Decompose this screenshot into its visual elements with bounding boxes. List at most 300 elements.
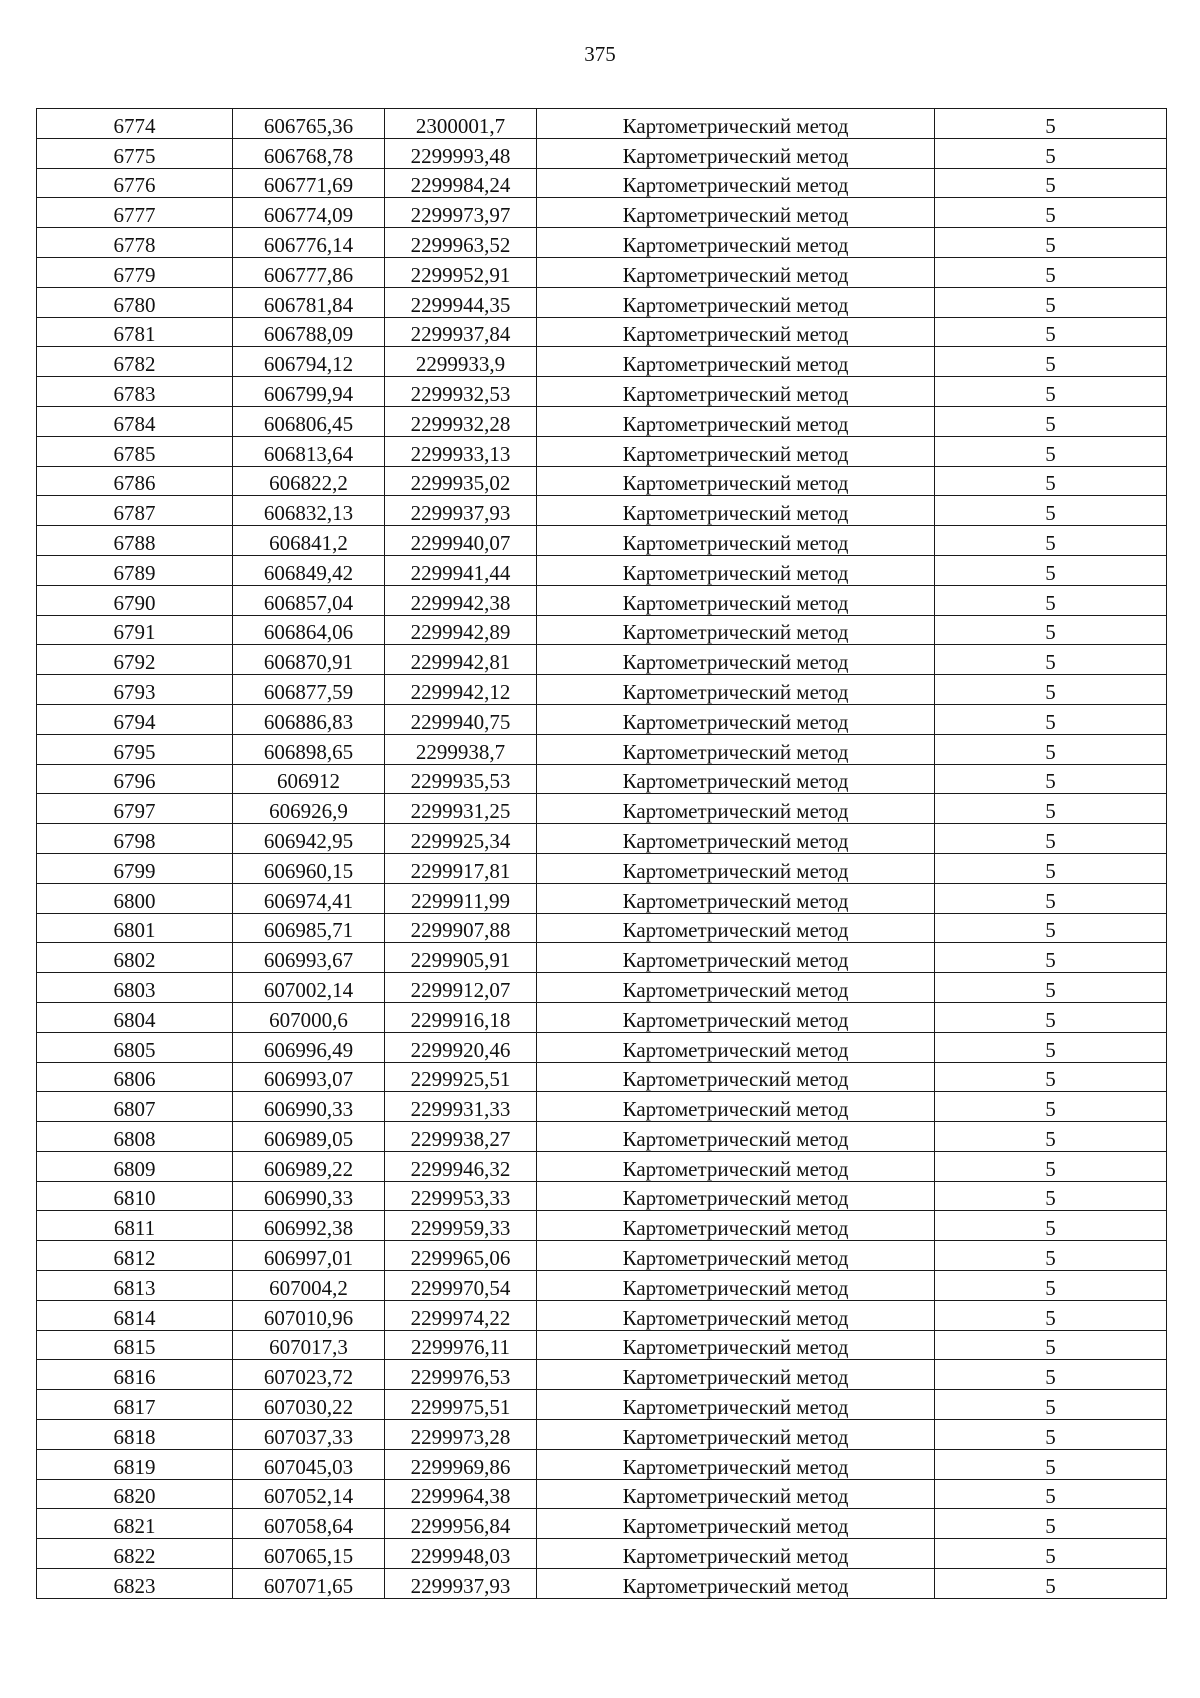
table-row: [37, 1449, 1167, 1479]
method-cell: Картометрический метод: [537, 1300, 935, 1330]
table-row: [37, 496, 1167, 526]
x-coordinate-cell: 607000,6: [233, 1002, 385, 1032]
method-cell: Картометрический метод: [537, 466, 935, 496]
x-coordinate-cell: 606926,9: [233, 794, 385, 824]
x-coordinate-cell: 607058,64: [233, 1509, 385, 1539]
accuracy-cell: 5: [935, 287, 1167, 317]
table-row: [37, 973, 1167, 1003]
y-coordinate-cell: 2299935,53: [385, 764, 537, 794]
x-coordinate-cell: 606788,09: [233, 317, 385, 347]
accuracy-cell: 5: [935, 645, 1167, 675]
point-number-cell: 6778: [37, 228, 233, 258]
y-coordinate-cell: 2299933,9: [385, 347, 537, 377]
y-coordinate-cell: 2299975,51: [385, 1390, 537, 1420]
table-row: [37, 109, 1167, 139]
method-cell: Картометрический метод: [537, 1271, 935, 1301]
table-row: [37, 1241, 1167, 1271]
point-number-cell: 6810: [37, 1181, 233, 1211]
x-coordinate-cell: 606822,2: [233, 466, 385, 496]
table-row: [37, 1271, 1167, 1301]
table-row: [37, 1330, 1167, 1360]
method-cell: Картометрический метод: [537, 109, 935, 139]
y-coordinate-cell: 2299931,25: [385, 794, 537, 824]
method-cell: Картометрический метод: [537, 973, 935, 1003]
table-row: [37, 645, 1167, 675]
method-cell: Картометрический метод: [537, 764, 935, 794]
y-coordinate-cell: 2299938,27: [385, 1122, 537, 1152]
x-coordinate-cell: 606992,38: [233, 1211, 385, 1241]
accuracy-cell: 5: [935, 1360, 1167, 1390]
point-number-cell: 6799: [37, 853, 233, 883]
point-number-cell: 6808: [37, 1122, 233, 1152]
x-coordinate-cell: 606870,91: [233, 645, 385, 675]
accuracy-cell: 5: [935, 198, 1167, 228]
coordinates-table-body: [37, 109, 1167, 1599]
point-number-cell: 6775: [37, 138, 233, 168]
table-row: [37, 1211, 1167, 1241]
x-coordinate-cell: 606776,14: [233, 228, 385, 258]
method-cell: Картометрический метод: [537, 1479, 935, 1509]
table-row: [37, 555, 1167, 585]
method-cell: Картометрический метод: [537, 1390, 935, 1420]
point-number-cell: 6785: [37, 436, 233, 466]
point-number-cell: 6777: [37, 198, 233, 228]
y-coordinate-cell: 2299937,84: [385, 317, 537, 347]
table-row: [37, 764, 1167, 794]
y-coordinate-cell: 2299925,51: [385, 1062, 537, 1092]
point-number-cell: 6791: [37, 615, 233, 645]
x-coordinate-cell: 607045,03: [233, 1449, 385, 1479]
table-row: [37, 943, 1167, 973]
point-number-cell: 6798: [37, 824, 233, 854]
method-cell: Картометрический метод: [537, 585, 935, 615]
x-coordinate-cell: 606989,22: [233, 1151, 385, 1181]
accuracy-cell: 5: [935, 734, 1167, 764]
y-coordinate-cell: 2299969,86: [385, 1449, 537, 1479]
method-cell: Картометрический метод: [537, 675, 935, 705]
accuracy-cell: 5: [935, 1449, 1167, 1479]
point-number-cell: 6807: [37, 1092, 233, 1122]
y-coordinate-cell: 2299912,07: [385, 973, 537, 1003]
method-cell: Картометрический метод: [537, 913, 935, 943]
x-coordinate-cell: 606989,05: [233, 1122, 385, 1152]
x-coordinate-cell: 606799,94: [233, 377, 385, 407]
point-number-cell: 6793: [37, 675, 233, 705]
accuracy-cell: 5: [935, 824, 1167, 854]
table-row: [37, 794, 1167, 824]
table-row: [37, 853, 1167, 883]
point-number-cell: 6789: [37, 555, 233, 585]
y-coordinate-cell: 2299973,28: [385, 1420, 537, 1450]
y-coordinate-cell: 2299937,93: [385, 496, 537, 526]
accuracy-cell: 5: [935, 1420, 1167, 1450]
point-number-cell: 6816: [37, 1360, 233, 1390]
accuracy-cell: 5: [935, 555, 1167, 585]
method-cell: Картометрический метод: [537, 1181, 935, 1211]
y-coordinate-cell: 2299970,54: [385, 1271, 537, 1301]
method-cell: Картометрический метод: [537, 1449, 935, 1479]
method-cell: Картометрический метод: [537, 1151, 935, 1181]
point-number-cell: 6812: [37, 1241, 233, 1271]
accuracy-cell: 5: [935, 973, 1167, 1003]
x-coordinate-cell: 606765,36: [233, 109, 385, 139]
x-coordinate-cell: 607004,2: [233, 1271, 385, 1301]
table-row: [37, 198, 1167, 228]
x-coordinate-cell: 607030,22: [233, 1390, 385, 1420]
y-coordinate-cell: 2299984,24: [385, 168, 537, 198]
method-cell: Картометрический метод: [537, 347, 935, 377]
y-coordinate-cell: 2299925,34: [385, 824, 537, 854]
accuracy-cell: 5: [935, 228, 1167, 258]
method-cell: Картометрический метод: [537, 734, 935, 764]
point-number-cell: 6796: [37, 764, 233, 794]
y-coordinate-cell: 2299973,97: [385, 198, 537, 228]
y-coordinate-cell: 2299937,93: [385, 1569, 537, 1599]
y-coordinate-cell: 2299948,03: [385, 1539, 537, 1569]
table-row: [37, 1300, 1167, 1330]
table-row: [37, 228, 1167, 258]
point-number-cell: 6821: [37, 1509, 233, 1539]
accuracy-cell: 5: [935, 1390, 1167, 1420]
table-row: [37, 526, 1167, 556]
x-coordinate-cell: 606942,95: [233, 824, 385, 854]
method-cell: Картометрический метод: [537, 406, 935, 436]
point-number-cell: 6817: [37, 1390, 233, 1420]
accuracy-cell: 5: [935, 526, 1167, 556]
accuracy-cell: 5: [935, 1241, 1167, 1271]
method-cell: Картометрический метод: [537, 496, 935, 526]
point-number-cell: 6804: [37, 1002, 233, 1032]
y-coordinate-cell: 2299907,88: [385, 913, 537, 943]
accuracy-cell: 5: [935, 1092, 1167, 1122]
x-coordinate-cell: 607037,33: [233, 1420, 385, 1450]
method-cell: Картометрический метод: [537, 138, 935, 168]
x-coordinate-cell: 606777,86: [233, 257, 385, 287]
method-cell: Картометрический метод: [537, 257, 935, 287]
y-coordinate-cell: 2299976,53: [385, 1360, 537, 1390]
point-number-cell: 6811: [37, 1211, 233, 1241]
x-coordinate-cell: 607065,15: [233, 1539, 385, 1569]
x-coordinate-cell: 607023,72: [233, 1360, 385, 1390]
x-coordinate-cell: 607010,96: [233, 1300, 385, 1330]
y-coordinate-cell: 2299911,99: [385, 883, 537, 913]
y-coordinate-cell: 2300001,7: [385, 109, 537, 139]
accuracy-cell: 5: [935, 1062, 1167, 1092]
method-cell: Картометрический метод: [537, 377, 935, 407]
table-row: [37, 1390, 1167, 1420]
point-number-cell: 6788: [37, 526, 233, 556]
x-coordinate-cell: 606985,71: [233, 913, 385, 943]
table-row: [37, 1002, 1167, 1032]
y-coordinate-cell: 2299940,75: [385, 704, 537, 734]
x-coordinate-cell: 606960,15: [233, 853, 385, 883]
y-coordinate-cell: 2299938,7: [385, 734, 537, 764]
x-coordinate-cell: 606832,13: [233, 496, 385, 526]
y-coordinate-cell: 2299944,35: [385, 287, 537, 317]
table-row: [37, 1509, 1167, 1539]
x-coordinate-cell: 606794,12: [233, 347, 385, 377]
accuracy-cell: 5: [935, 466, 1167, 496]
point-number-cell: 6790: [37, 585, 233, 615]
point-number-cell: 6780: [37, 287, 233, 317]
point-number-cell: 6819: [37, 1449, 233, 1479]
point-number-cell: 6787: [37, 496, 233, 526]
x-coordinate-cell: 606990,33: [233, 1181, 385, 1211]
method-cell: Картометрический метод: [537, 317, 935, 347]
accuracy-cell: 5: [935, 1569, 1167, 1599]
method-cell: Картометрический метод: [537, 1122, 935, 1152]
point-number-cell: 6792: [37, 645, 233, 675]
y-coordinate-cell: 2299953,33: [385, 1181, 537, 1211]
method-cell: Картометрический метод: [537, 943, 935, 973]
point-number-cell: 6809: [37, 1151, 233, 1181]
point-number-cell: 6783: [37, 377, 233, 407]
method-cell: Картометрический метод: [537, 883, 935, 913]
method-cell: Картометрический метод: [537, 1330, 935, 1360]
y-coordinate-cell: 2299935,02: [385, 466, 537, 496]
point-number-cell: 6802: [37, 943, 233, 973]
table-row: [37, 615, 1167, 645]
accuracy-cell: 5: [935, 1271, 1167, 1301]
y-coordinate-cell: 2299974,22: [385, 1300, 537, 1330]
method-cell: Картометрический метод: [537, 645, 935, 675]
x-coordinate-cell: 607002,14: [233, 973, 385, 1003]
method-cell: Картометрический метод: [537, 1420, 935, 1450]
x-coordinate-cell: 606813,64: [233, 436, 385, 466]
accuracy-cell: 5: [935, 1330, 1167, 1360]
x-coordinate-cell: 606898,65: [233, 734, 385, 764]
point-number-cell: 6822: [37, 1539, 233, 1569]
table-row: [37, 704, 1167, 734]
method-cell: Картометрический метод: [537, 287, 935, 317]
table-row: [37, 1569, 1167, 1599]
table-row: [37, 1420, 1167, 1450]
accuracy-cell: 5: [935, 853, 1167, 883]
accuracy-cell: 5: [935, 1539, 1167, 1569]
x-coordinate-cell: 606877,59: [233, 675, 385, 705]
point-number-cell: 6781: [37, 317, 233, 347]
accuracy-cell: 5: [935, 347, 1167, 377]
table-row: [37, 1360, 1167, 1390]
table-row: [37, 824, 1167, 854]
table-row: [37, 1062, 1167, 1092]
y-coordinate-cell: 2299917,81: [385, 853, 537, 883]
point-number-cell: 6805: [37, 1032, 233, 1062]
y-coordinate-cell: 2299946,32: [385, 1151, 537, 1181]
y-coordinate-cell: 2299933,13: [385, 436, 537, 466]
method-cell: Картометрический метод: [537, 1062, 935, 1092]
table-row: [37, 466, 1167, 496]
x-coordinate-cell: 606997,01: [233, 1241, 385, 1271]
accuracy-cell: 5: [935, 1300, 1167, 1330]
x-coordinate-cell: 606781,84: [233, 287, 385, 317]
x-coordinate-cell: 606996,49: [233, 1032, 385, 1062]
x-coordinate-cell: 606912: [233, 764, 385, 794]
method-cell: Картометрический метод: [537, 436, 935, 466]
x-coordinate-cell: 607071,65: [233, 1569, 385, 1599]
method-cell: Картометрический метод: [537, 198, 935, 228]
y-coordinate-cell: 2299940,07: [385, 526, 537, 556]
point-number-cell: 6820: [37, 1479, 233, 1509]
point-number-cell: 6794: [37, 704, 233, 734]
table-row: [37, 1151, 1167, 1181]
method-cell: Картометрический метод: [537, 526, 935, 556]
point-number-cell: 6806: [37, 1062, 233, 1092]
point-number-cell: 6784: [37, 406, 233, 436]
y-coordinate-cell: 2299952,91: [385, 257, 537, 287]
table-row: [37, 1479, 1167, 1509]
y-coordinate-cell: 2299920,46: [385, 1032, 537, 1062]
x-coordinate-cell: 606993,67: [233, 943, 385, 973]
x-coordinate-cell: 606974,41: [233, 883, 385, 913]
point-number-cell: 6786: [37, 466, 233, 496]
method-cell: Картометрический метод: [537, 555, 935, 585]
table-row: [37, 883, 1167, 913]
table-row: [37, 1092, 1167, 1122]
y-coordinate-cell: 2299963,52: [385, 228, 537, 258]
method-cell: Картометрический метод: [537, 704, 935, 734]
x-coordinate-cell: 606774,09: [233, 198, 385, 228]
method-cell: Картометрический метод: [537, 1241, 935, 1271]
x-coordinate-cell: 607017,3: [233, 1330, 385, 1360]
accuracy-cell: 5: [935, 913, 1167, 943]
accuracy-cell: 5: [935, 764, 1167, 794]
accuracy-cell: 5: [935, 675, 1167, 705]
x-coordinate-cell: 606806,45: [233, 406, 385, 436]
y-coordinate-cell: 2299942,89: [385, 615, 537, 645]
table-row: [37, 436, 1167, 466]
x-coordinate-cell: 606886,83: [233, 704, 385, 734]
method-cell: Картометрический метод: [537, 1002, 935, 1032]
x-coordinate-cell: 606768,78: [233, 138, 385, 168]
y-coordinate-cell: 2299942,81: [385, 645, 537, 675]
accuracy-cell: 5: [935, 496, 1167, 526]
page-number: 375: [584, 42, 616, 66]
point-number-cell: 6803: [37, 973, 233, 1003]
point-number-cell: 6801: [37, 913, 233, 943]
method-cell: Картометрический метод: [537, 168, 935, 198]
accuracy-cell: 5: [935, 1032, 1167, 1062]
method-cell: Картометрический метод: [537, 1092, 935, 1122]
method-cell: Картометрический метод: [537, 794, 935, 824]
y-coordinate-cell: 2299932,28: [385, 406, 537, 436]
x-coordinate-cell: 606771,69: [233, 168, 385, 198]
table-row: [37, 913, 1167, 943]
method-cell: Картометрический метод: [537, 1539, 935, 1569]
point-number-cell: 6813: [37, 1271, 233, 1301]
table-row: [37, 317, 1167, 347]
method-cell: Картометрический метод: [537, 853, 935, 883]
table-row: [37, 377, 1167, 407]
point-number-cell: 6782: [37, 347, 233, 377]
table-row: [37, 138, 1167, 168]
accuracy-cell: 5: [935, 168, 1167, 198]
y-coordinate-cell: 2299916,18: [385, 1002, 537, 1032]
method-cell: Картометрический метод: [537, 1509, 935, 1539]
table-row: [37, 585, 1167, 615]
table-row: [37, 1032, 1167, 1062]
method-cell: Картометрический метод: [537, 1032, 935, 1062]
accuracy-cell: 5: [935, 794, 1167, 824]
accuracy-cell: 5: [935, 1181, 1167, 1211]
y-coordinate-cell: 2299941,44: [385, 555, 537, 585]
accuracy-cell: 5: [935, 377, 1167, 407]
point-number-cell: 6823: [37, 1569, 233, 1599]
table-row: [37, 734, 1167, 764]
accuracy-cell: 5: [935, 585, 1167, 615]
y-coordinate-cell: 2299976,11: [385, 1330, 537, 1360]
method-cell: Картометрический метод: [537, 1211, 935, 1241]
accuracy-cell: 5: [935, 1002, 1167, 1032]
y-coordinate-cell: 2299905,91: [385, 943, 537, 973]
accuracy-cell: 5: [935, 1479, 1167, 1509]
table-row: [37, 168, 1167, 198]
accuracy-cell: 5: [935, 257, 1167, 287]
x-coordinate-cell: 606990,33: [233, 1092, 385, 1122]
accuracy-cell: 5: [935, 138, 1167, 168]
point-number-cell: 6776: [37, 168, 233, 198]
point-number-cell: 6795: [37, 734, 233, 764]
y-coordinate-cell: 2299932,53: [385, 377, 537, 407]
x-coordinate-cell: 607052,14: [233, 1479, 385, 1509]
point-number-cell: 6815: [37, 1330, 233, 1360]
method-cell: Картометрический метод: [537, 615, 935, 645]
point-number-cell: 6814: [37, 1300, 233, 1330]
table-row: [37, 257, 1167, 287]
x-coordinate-cell: 606857,04: [233, 585, 385, 615]
point-number-cell: 6797: [37, 794, 233, 824]
table-row: [37, 1539, 1167, 1569]
point-number-cell: 6774: [37, 109, 233, 139]
accuracy-cell: 5: [935, 1211, 1167, 1241]
accuracy-cell: 5: [935, 883, 1167, 913]
coordinates-table: [36, 108, 1167, 1599]
x-coordinate-cell: 606841,2: [233, 526, 385, 556]
accuracy-cell: 5: [935, 109, 1167, 139]
accuracy-cell: 5: [935, 406, 1167, 436]
method-cell: Картометрический метод: [537, 824, 935, 854]
table-row: [37, 1122, 1167, 1152]
accuracy-cell: 5: [935, 1122, 1167, 1152]
table-row: [37, 406, 1167, 436]
point-number-cell: 6800: [37, 883, 233, 913]
accuracy-cell: 5: [935, 1151, 1167, 1181]
method-cell: Картометрический метод: [537, 228, 935, 258]
accuracy-cell: 5: [935, 704, 1167, 734]
point-number-cell: 6818: [37, 1420, 233, 1450]
accuracy-cell: 5: [935, 1509, 1167, 1539]
x-coordinate-cell: 606993,07: [233, 1062, 385, 1092]
y-coordinate-cell: 2299931,33: [385, 1092, 537, 1122]
accuracy-cell: 5: [935, 436, 1167, 466]
y-coordinate-cell: 2299964,38: [385, 1479, 537, 1509]
x-coordinate-cell: 606849,42: [233, 555, 385, 585]
y-coordinate-cell: 2299965,06: [385, 1241, 537, 1271]
table-row: [37, 1181, 1167, 1211]
y-coordinate-cell: 2299993,48: [385, 138, 537, 168]
table-row: [37, 675, 1167, 705]
point-number-cell: 6779: [37, 257, 233, 287]
table-row: [37, 287, 1167, 317]
accuracy-cell: 5: [935, 317, 1167, 347]
method-cell: Картометрический метод: [537, 1360, 935, 1390]
method-cell: Картометрический метод: [537, 1569, 935, 1599]
accuracy-cell: 5: [935, 615, 1167, 645]
table-row: [37, 347, 1167, 377]
y-coordinate-cell: 2299942,12: [385, 675, 537, 705]
y-coordinate-cell: 2299959,33: [385, 1211, 537, 1241]
y-coordinate-cell: 2299956,84: [385, 1509, 537, 1539]
